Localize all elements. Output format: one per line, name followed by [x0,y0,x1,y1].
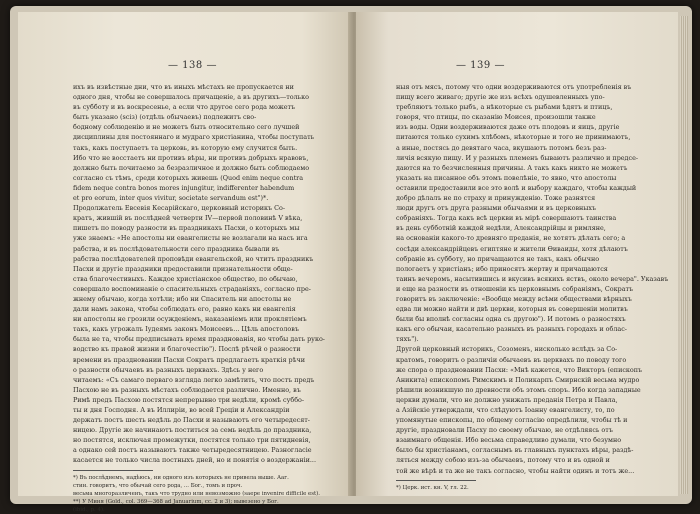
text-line: Пасхи и другіе праздники предоставили признательности обще- [73,264,293,273]
right-page-text [396,82,669,492]
text-line: fidem neque contra bonos mores injungitur, indifferenter habendum [73,183,295,192]
text-line: ихъ въ извѣстные дни, что въ иныхъ мѣстахъ не пропускается ни [73,83,294,91]
left-page [18,12,352,513]
text-line: собраніяхъ. Тогда какъ всѣ церкви въ мірѣ совершаютъ таинства [396,214,617,223]
text-line: совершало воспоминаніе о спасительныхъ страданіяхъ, согласно пре- [73,284,311,293]
text-line: такъ, какъ угрожалъ Іудеямъ законъ Моисеевъ... Цѣль апостоловъ [73,325,299,334]
text-line: были бы вполнѣ согласны одна съ другою"). И потомъ о разностяхъ [396,315,626,324]
text-line: ни апостолы не грозили осужденіемъ, наказаніемъ или проклятіемъ [73,315,307,324]
text-line: взаимнаго общенія. Ибо весьма справедливо думали, что безумно [396,436,622,445]
text-line: жнему обычаю, когда хотѣли; ибо ни Спаситель ни апостолы не [73,294,292,303]
text-line: бодному соблюденію и не можетъ быть относительно сего лучшей [73,123,300,132]
text-line: какъ его обычаи, касательно разныхъ въ разныхъ городахъ и облас- [396,325,627,334]
text-line: пишетъ по поводу разности въ праздникахъ Пасхи, о которыхъ мы [73,224,300,233]
right-page-number: — 139 — [456,60,505,71]
text-line: ства благочестивыхъ. Каждое христіанское общество, по обычаю, [73,274,298,283]
text-line: пищу всего живаго; другіе же изъ всѣхъ одушевленныхъ упо- [396,93,605,102]
text-line: ницею. Другіе же начинаютъ поститься за семь недѣль до праздника, [73,426,312,435]
text-line: даются на то безчисленныя причины. А такъ какъ никто не можетъ [396,163,628,172]
text-line: была не та, чтобы предписывать время празднованія, но чтобы дать руко- [73,335,325,344]
footnote-line: (ibid., p. 4). [73,506,105,513]
text-line: оставили предоставили все это волѣ и выбору каждаго, чтобы каждый [396,183,637,192]
footnote-line: весьма многоразличенъ, такъ что трудно или невозможно (saepe invenire difficile est). [73,490,320,497]
text-line: личія всякую пищу. И у разныхъ племенъ бываютъ различно и предсе- [396,153,639,162]
text-line: другіе, праздновали Пасху по своему обычаю, не отдѣляясь отъ [396,426,613,435]
text-line: и еще на разности въ отношеніи къ церковнымъ собраніямъ, Сократъ [396,284,634,293]
text-line: одного дня, чтобы не совершалось причащеніе, а въ другихъ—только [73,93,309,102]
text-line: а однако сей постъ называютъ также четыредесятницею. Разногласіе [73,446,312,455]
text-line: рабства послѣдователей проповѣди евангельской, но чтитъ праздникъ [73,254,314,263]
text-line: дисциплины для постояннаго и мудраго христіанина, чтобы поступать [73,133,315,142]
text-line: ныя отъ мясъ, потому что одни воздерживаются отъ употребленія въ [396,83,632,91]
text-line: дали намъ закона, чтобы соблюдать его, равно какъ ни евангелія [73,305,296,314]
text-line: касается не только числа постныхъ дней, но и понятія о воздержаніи... [73,456,316,465]
footnote-line: *) Церк. ист. кн. V, гл. 22. [396,484,469,491]
text-line: было бы христіанамъ, согласнымъ въ главныхъ пунктахъ вѣры, раздѣ- [396,446,634,455]
text-line: быть указано (ѕсіз) (отдѣль обычаевъ) подлежитъ сво- [73,113,257,122]
text-line: рѣшили возникшую по древности объ этомъ споръ. Ибо когда западные [396,385,641,394]
text-line: таинъ вечеромъ, насытившись и вкусивъ всякихъ яствъ, около вечера". Указавъ [396,274,669,283]
text-line: говоря, что птицы, по сказанію Моисея, произошли также [396,113,596,122]
text-line: люди другъ отъ друга разными обычаями и въ церковныхъ [396,204,597,213]
left-page-number: — 138 — [168,60,217,71]
text-line: ты и дня Господня. А въ Иллиріи, во всей Греціи и Александріи [73,406,290,414]
text-line: едва ли можно найти и двѣ церкви, которыя въ совершеніи молитвъ [396,305,628,314]
text-line: говоритъ въ заключеніе: «Вообще между всѣми обществами вѣрныхъ [396,294,632,303]
footnote-line: *) Въ послѣднемъ, надѣюсь, ни одного изъ которыхъ не привела выше. Ааг. [73,474,289,481]
text-line: на основаніи какого-то древняго преданія, не хотятъ дѣлать сего; а [396,234,626,243]
text-line: а Азійскіе утверждали, что слѣдуютъ Іоанну евангелисту, то, по [396,406,615,414]
text-line: же спора о праздновании Пасхи: «Мнѣ кажется, что Викторъ (епископъ [396,365,643,374]
text-line: Римѣ предъ Пасхою постятся непрерывно три недѣли, кромѣ суббо- [73,395,305,404]
text-line: церкви думали, что не должно унижать преданія Петра и Павла, [396,395,618,404]
text-line: изъ воды. Одни воздерживаются даже отъ плодовъ и яицъ, другіе [396,123,620,132]
text-line: требляютъ только рыбъ, а нѣкоторые съ рыбами ѣдятъ и птицъ, [396,103,613,112]
text-line: уже знаемъ: «Не апостолы ни евангелисты не возлагали на насъ ига [73,234,308,243]
text-line: рабства, и въ послѣдовательности сего праздника бывали въ [73,244,280,253]
text-line: питаются только сухимъ хлѣбомъ, нѣкоторые и того не принимаютъ, [396,133,631,142]
text-line: въ субботу и въ воскресенье, а если что другое сего рода можетъ [73,103,296,112]
text-line: держатъ постъ шесть недѣль до Пасхи и называютъ его четыредесят- [73,416,310,425]
left-page-text [73,82,335,514]
text-line: ляться между собою изъ-за обычаевъ, потому что и въ одной и [396,456,610,465]
text-line: пологаетъ у христіанъ; ибо приносятъ жертву и причащаются [396,264,608,273]
text-line: въ день субботній каждой недѣли, Александрійцы и римляне, [396,224,606,233]
text-line: такъ, какъ поступаетъ та церковь, въ которую ему случится быть. [73,143,298,152]
text-line: сосѣди александрійцевъ египтяне и жители Ѳиваиды, хотя дѣлаютъ [396,244,628,253]
footnote-rule [73,470,153,471]
text-line: но постятся, исключая промежутки, постятся только три пятидневія, [73,436,311,445]
text-line: должно быть почитаемо за безразличное и должно быть соблюдаемо [73,163,310,172]
text-line: времени въ праздновании Пасхи Сократъ предлагаетъ краткія рѣчи [73,355,305,364]
text-line: кратъ, жившій въ послѣдней четверти IV—первой половинѣ V вѣка, [73,214,303,223]
text-line: указать на писанное объ этомъ повелѣніе, то явно, что апостолы [396,173,617,182]
text-line: Аникита) епископомъ Римскимъ и Поликарпъ Смирнскій весьма мудро [396,375,640,384]
text-line: читаемъ: «Съ самаго перваго взгляда легко замѣтить, что постъ предъ [73,375,315,384]
footnote-line: стин. говоритъ, что обычай сего рода, ... Бог., томъ и проч. [73,482,243,489]
text-line: тяхъ"). [396,335,419,344]
open-book [10,6,692,513]
text-line: et pro eorum, inter quos vivitur, societate servandum est")*. [73,194,269,203]
text-line: Ибо что не восстаетъ ни противъ вѣры, ни противъ добрыхъ нравовъ, [73,153,309,162]
text-line: а иные, постясь до девятаго часа, вкушаютъ потомъ безъ раз- [396,143,607,152]
page-edges [680,16,688,494]
text-line: добро дѣлалъ не по страху и принужденію. Тоже разнятся [396,194,596,203]
text-line: кратомъ, говоритъ о различіи обычаевъ въ церквахъ по поводу того [396,355,627,364]
text-line: о разности обычаевъ въ разныхъ церквахъ. Здѣсь у него [73,365,264,374]
text-line: той же вѣрѣ и та же не такъ согласно, чтобы найти одинъ и тотъ же... [396,466,635,475]
text-line: упомянутые епископы, по общему согласію опредѣлили, чтобы тѣ и [396,416,628,425]
text-line: согласно съ тѣмъ, среди которыхъ живешь (Quod enim neque contra [73,173,304,182]
text-line: водство къ правой жизни и благочестію"). Послѣ рѣчей о разности [73,345,301,354]
footnote-rule [396,480,476,481]
text-line: Продолжатель Евсевія Кесарійскаго, церковный историкъ Со- [73,204,286,213]
text-line: Другой церковный историкъ, Созоменъ, нисколько вслѣдъ за Со- [396,345,618,354]
text-line: собраніе въ субботу, но причащаются не такъ, какъ обычно [396,254,600,263]
text-line: Пасхою не въ разныхъ мѣстахъ соблюдается различно. Именно, въ [73,385,301,394]
right-page [356,12,678,496]
footnote-line: **) У Миня (Gold., col. 369—368 ad Januarium, сс. 2 и 3); вывезено у Бог. [73,498,279,505]
